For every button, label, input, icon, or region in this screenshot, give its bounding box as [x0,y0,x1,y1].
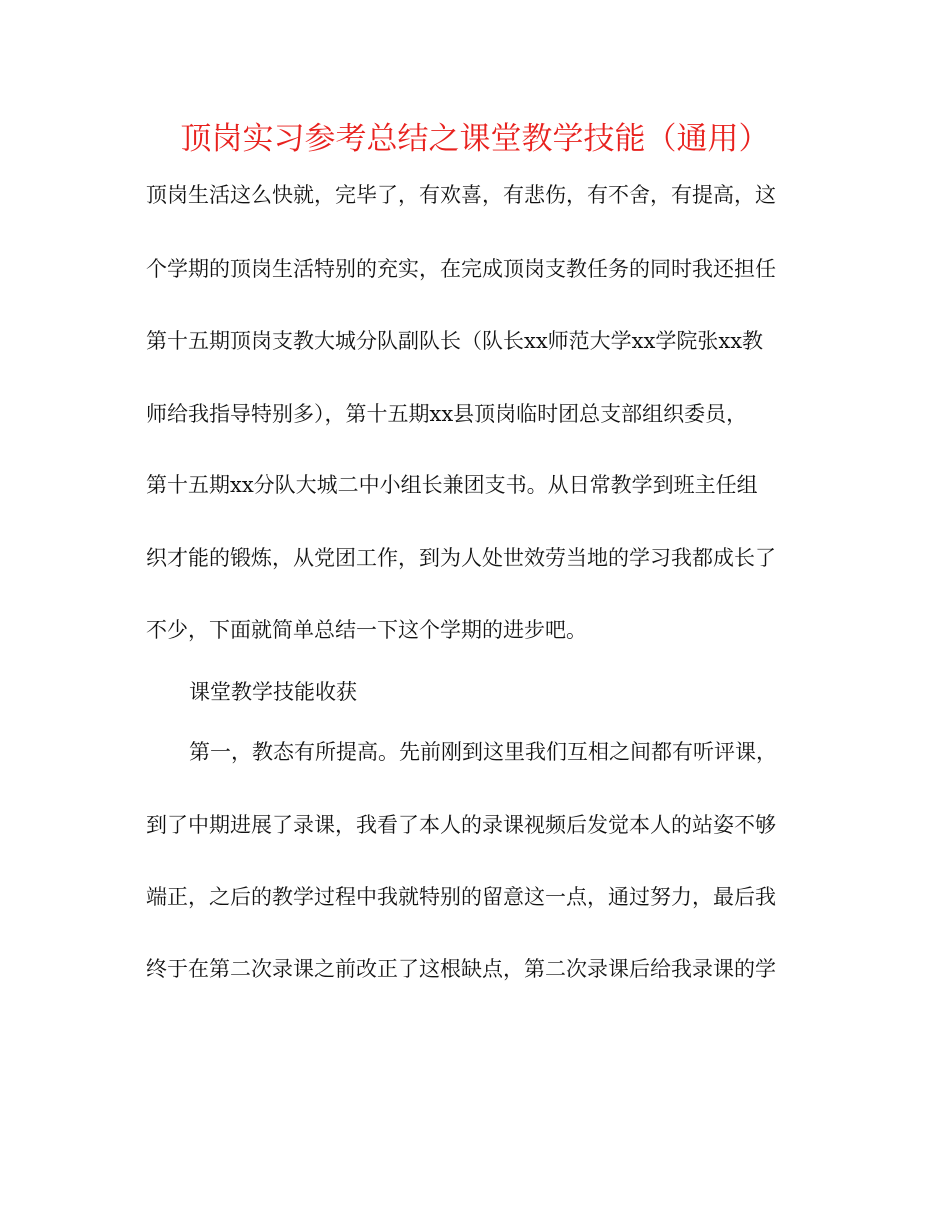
body-line-7: 不少，下面就简单总结一下这个学期的进步吧。 [146,618,587,642]
body-line-10: 到了中期进展了录课，我看了本人的录课视频后发觉本人的站姿不够 [146,813,776,837]
body-line-1: 顶岗生活这么快就，完毕了，有欢喜，有悲伤，有不舍，有提高，这 [146,183,776,207]
body-line-3: 第十五期顶岗支教大城分队副队长（队长xx师范大学xx学院张xx教 [146,329,764,353]
document-title: 顶岗实习参考总结之课堂教学技能（通用） [180,121,770,157]
body-line-5: 第十五期xx分队大城二中小组长兼团支书。从日常教学到班主任组 [146,473,758,497]
body-line-4: 师给我指导特别多），第十五期xx县顶岗临时团总支部组织委员， [146,402,748,426]
section-heading: 课堂教学技能收获 [189,680,357,704]
body-line-6: 织才能的锻炼，从党团工作，到为人处世效劳当地的学习我都成长了 [146,546,776,570]
body-line-12: 终于在第二次录课之前改正了这根缺点，第二次录课后给我录课的学 [146,957,776,981]
body-line-2: 个学期的顶岗生活特别的充实，在完成顶岗支教任务的同时我还担任 [146,257,776,281]
body-line-11: 端正，之后的教学过程中我就特别的留意这一点，通过努力，最后我 [146,885,776,909]
body-line-9: 第一，教态有所提高。先前刚到这里我们互相之间都有听评课， [189,740,777,764]
